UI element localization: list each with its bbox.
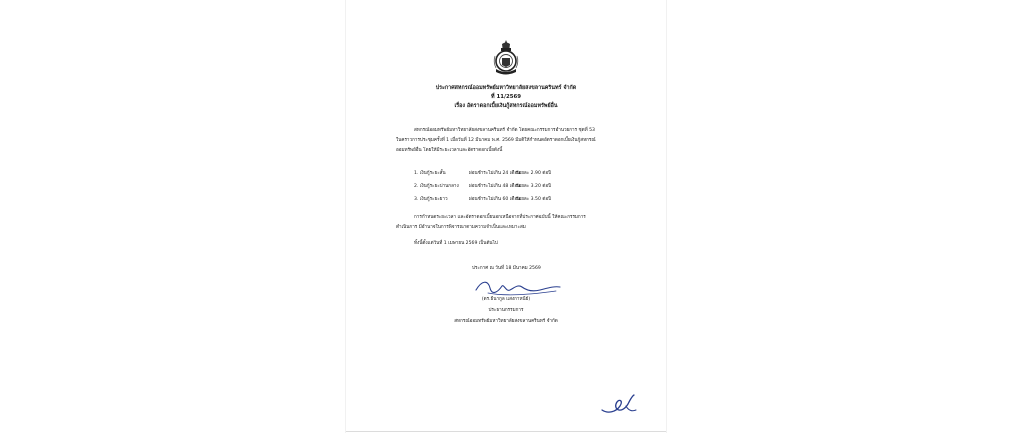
- loan-type: 3. เงินกู้ระยะยาว: [414, 197, 448, 202]
- loan-rate: ร้อยละ 2.90 ต่อปี: [516, 171, 552, 176]
- page-bottom-edge: [346, 431, 666, 432]
- signatory-position: ประธานกรรมการ: [488, 308, 524, 313]
- announcement-subject: เรื่อง อัตราดอกเบี้ยเงินกู้สหกรณ์ออมทรัพย์อื่น: [454, 103, 558, 109]
- university-emblem-icon: [491, 38, 521, 78]
- intro-line-3: ออมทรัพย์อื่น โดยให้มีระยะเวลาและอัตราดอกเบี้ยดังนี้: [396, 148, 503, 153]
- condition-line-1: การกำหนดระยะเวลา และอัตราดอกเบี้ยนอกเหนือจากที่ประกาศฉบับนี้ ให้คณะกรรมการ: [414, 215, 586, 220]
- announcement-title: ประกาศสหกรณ์ออมทรัพย์มหาวิทยาลัยสงขลานครินทร์ จำกัด: [435, 85, 577, 91]
- document-page: [345, 0, 667, 433]
- loan-rate: ร้อยละ 3.20 ต่อปี: [516, 184, 552, 189]
- announcement-number: ที่ 11/2569: [491, 94, 521, 100]
- loan-term: ผ่อนชำระไม่เกิน 60 เดือน: [469, 197, 521, 202]
- loan-type: 1. เงินกู้ระยะสั้น: [414, 171, 446, 176]
- effective-date: ทั้งนี้ตั้งแต่วันที่ 1 เมษายน 2569 เป็นต้นไป: [414, 241, 498, 246]
- signatory-organization: สหกรณ์ออมทรัพย์มหาวิทยาลัยสงขลานครินทร์ จำกัด: [454, 319, 558, 324]
- signature-icon: [468, 278, 563, 298]
- loan-type: 2. เงินกู้ระยะปานกลาง: [414, 184, 459, 189]
- loan-term: ผ่อนชำระไม่เกิน 24 เดือน: [469, 171, 521, 176]
- condition-line-2: ดำเนินการ มีอำนาจในการพิจารณาตามความจำเป็นและเหมาะสม: [396, 225, 526, 230]
- loan-term: ผ่อนชำระไม่เกิน 48 เดือน: [469, 184, 521, 189]
- intro-line-1: สหกรณ์ออมทรัพย์มหาวิทยาลัยสงขลานครินทร์ จำกัด โดยคณะกรรมการอำนวยการ ชุดที่ 53: [414, 128, 595, 133]
- announced-date: ประกาศ ณ วันที่ 18 มีนาคม 2569: [472, 266, 541, 271]
- signatory-name: (ดร.ธีนากูล แสงกาหนีย์): [481, 297, 531, 302]
- intro-line-2: ในคราวการประชุมครั้งที่ 1 เมื่อวันที่ 12 มีนาคม พ.ศ. 2569 มีมติให้กำหนดอัตราดอกเบี้ยเงินกู้สหกรณ์: [396, 138, 596, 143]
- loan-rate: ร้อยละ 3.50 ต่อปี: [516, 197, 552, 202]
- initials-icon: [598, 392, 638, 418]
